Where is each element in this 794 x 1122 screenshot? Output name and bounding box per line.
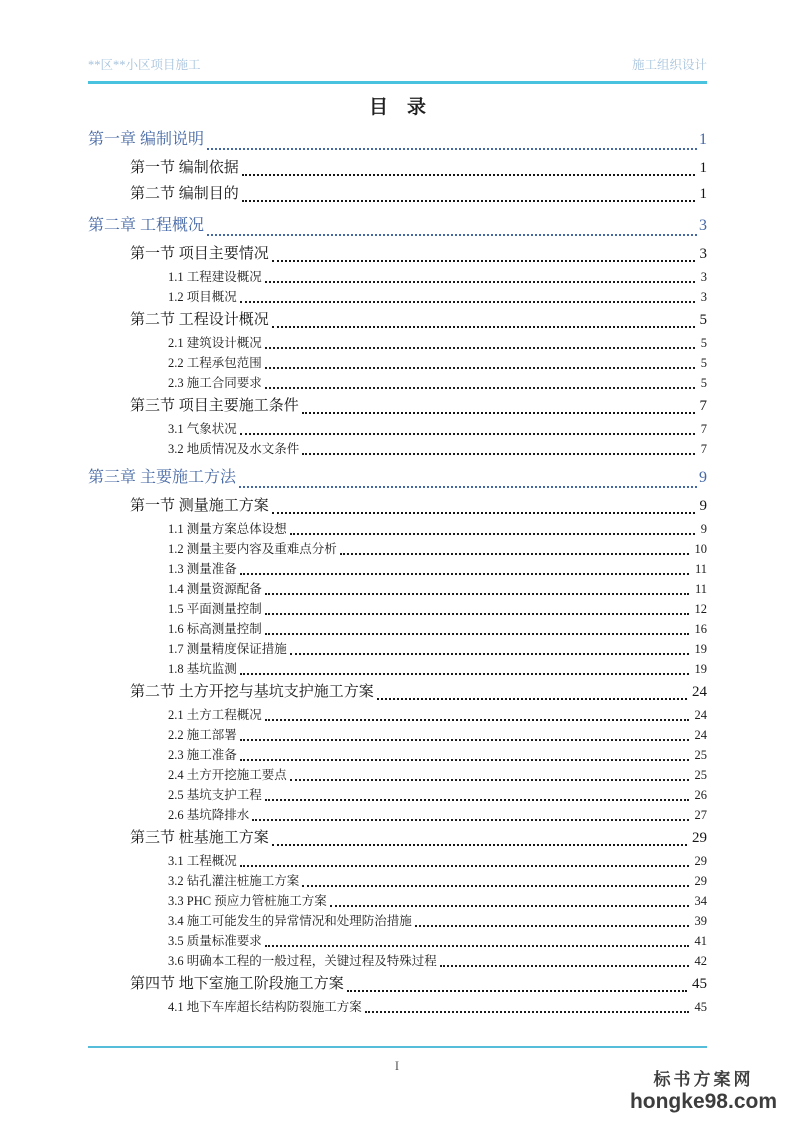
toc-leader-dots [265, 799, 689, 801]
toc-entry-label: 2.2 工程承包范围 [168, 356, 262, 370]
toc-page-number: 24 [694, 728, 707, 742]
toc-entry[interactable] [88, 579, 707, 599]
toc-page-number: 45 [692, 976, 707, 992]
header-divider-rule [88, 81, 707, 84]
toc-page-number: 19 [694, 642, 707, 656]
toc-leader-dots [272, 326, 695, 328]
toc-leader-dots [240, 739, 689, 741]
toc-entry[interactable] [88, 931, 707, 951]
toc-leader-dots [340, 553, 689, 555]
toc-leader-dots [265, 593, 689, 595]
toc-entry[interactable] [88, 439, 707, 459]
toc-entry-label: 第三节 项目主要施工条件 [130, 398, 299, 414]
toc-leader-dots [365, 1011, 689, 1013]
toc-page-number: 7 [700, 422, 707, 436]
toc-page-number: 24 [692, 684, 707, 700]
toc-entry-label: 1.2 项目概况 [168, 290, 237, 304]
toc-entry[interactable] [88, 267, 707, 287]
toc-leader-dots [440, 965, 689, 967]
toc-page-number: 24 [694, 708, 707, 722]
toc-entry[interactable] [88, 353, 707, 373]
toc-page-number: 29 [692, 830, 707, 846]
toc-entry-label: 第三节 桩基施工方案 [130, 830, 269, 846]
toc-entry-label: 1.1 测量方案总体设想 [168, 522, 287, 536]
toc-leader-dots [272, 260, 695, 262]
toc-entry[interactable] [88, 373, 707, 393]
footer-page-number: I [394, 1059, 400, 1073]
toc-leader-dots [290, 653, 689, 655]
toc-entry-label: 第二节 土方开挖与基坑支护施工方案 [130, 684, 374, 700]
toc-entry[interactable] [88, 971, 707, 997]
toc-page-number: 9 [700, 522, 707, 536]
toc-entry-label: 3.6 明确本工程的一般过程，关键过程及特殊过程 [168, 954, 437, 968]
toc-entry-label: 第二节 工程设计概况 [130, 312, 269, 328]
toc-page-number: 11 [694, 582, 707, 596]
toc-entry-label: 2.3 施工合同要求 [168, 376, 262, 390]
toc-page-number: 41 [694, 934, 707, 948]
toc-entry[interactable] [88, 785, 707, 805]
toc-page-number: 10 [694, 542, 707, 556]
toc-page-number: 29 [694, 854, 707, 868]
toc-page-number: 26 [694, 788, 707, 802]
toc-entry[interactable] [88, 725, 707, 745]
toc-leader-dots [240, 673, 689, 675]
toc-entry[interactable] [88, 997, 707, 1017]
toc-page-number: 1 [699, 160, 707, 176]
toc-page-number: 3 [700, 270, 707, 284]
toc-entry[interactable] [88, 333, 707, 353]
toc-page-number: 25 [694, 768, 707, 782]
toc-leader-dots [265, 387, 695, 389]
toc-page-number: 5 [699, 312, 707, 328]
toc-entry[interactable] [88, 659, 707, 679]
toc-entry[interactable] [88, 705, 707, 725]
toc-page-number: 1 [699, 131, 707, 148]
toc-entry[interactable] [88, 851, 707, 871]
toc-page-number: 27 [694, 808, 707, 822]
toc-page-number: 34 [694, 894, 707, 908]
toc-leader-dots [242, 200, 695, 202]
toc-entry-label: 第三章 主要施工方法 [88, 469, 237, 486]
toc-leader-dots [265, 347, 695, 349]
toc-entry[interactable] [88, 539, 707, 559]
toc-entry-label: 2.5 基坑支护工程 [168, 788, 262, 802]
toc-leader-dots [207, 234, 697, 236]
toc-leader-dots [302, 885, 688, 887]
toc-leader-dots [252, 819, 688, 821]
toc-entry-label: 4.1 地下车库超长结构防裂施工方案 [168, 1000, 362, 1014]
toc-page-number: 29 [694, 874, 707, 888]
toc-entry-label: 3.5 质量标准要求 [168, 934, 262, 948]
toc-page-number: 5 [700, 356, 707, 370]
toc-leader-dots [265, 281, 695, 283]
toc-entry-label: 第二章 工程概况 [88, 217, 205, 234]
toc-entry-label: 3.3 PHC 预应力管桩施工方案 [168, 894, 327, 908]
toc-leader-dots [240, 865, 689, 867]
toc-entry-label: 2.1 建筑设计概况 [168, 336, 262, 350]
toc-entry-label: 2.2 施工部署 [168, 728, 237, 742]
toc-entry[interactable] [88, 765, 707, 785]
toc-page-number: 19 [694, 662, 707, 676]
toc-entry-label: 1.4 测量资源配备 [168, 582, 262, 596]
toc-page-number: 16 [694, 622, 707, 636]
toc-entry[interactable] [88, 619, 707, 639]
toc-entry[interactable] [88, 871, 707, 891]
toc-leader-dots [302, 453, 694, 455]
toc-page-number: 9 [699, 498, 707, 514]
toc-page-number: 39 [694, 914, 707, 928]
toc-leader-dots [330, 905, 689, 907]
toc-leader-dots [290, 533, 695, 535]
toc-entry[interactable] [88, 241, 707, 267]
toc-entry[interactable] [88, 805, 707, 825]
toc-entry[interactable] [88, 745, 707, 765]
toc-list [88, 125, 707, 1017]
toc-entry[interactable] [88, 825, 707, 851]
toc-entry[interactable] [88, 519, 707, 539]
toc-entry[interactable] [88, 419, 707, 439]
toc-leader-dots [377, 698, 687, 700]
header-doc-type: 施工组织设计 [631, 58, 707, 72]
toc-entry-label: 3.4 施工可能发生的异常情况和处理防治措施 [168, 914, 412, 928]
toc-entry[interactable] [88, 493, 707, 519]
toc-leader-dots [240, 573, 689, 575]
toc-page-number: 12 [694, 602, 707, 616]
toc-entry-label: 1.5 平面测量控制 [168, 602, 262, 616]
toc-entry[interactable] [88, 639, 707, 659]
toc-entry[interactable] [88, 125, 707, 155]
page-header [88, 56, 707, 74]
toc-entry[interactable] [88, 599, 707, 619]
toc-leader-dots [240, 433, 695, 435]
toc-leader-dots [302, 412, 695, 414]
toc-entry-label: 1.8 基坑监测 [168, 662, 237, 676]
toc-leader-dots [272, 512, 695, 514]
toc-leader-dots [265, 633, 689, 635]
toc-entry-label: 1.1 工程建设概况 [168, 270, 262, 284]
page-title: 目 录 [368, 97, 426, 118]
toc-leader-dots [415, 925, 689, 927]
toc-entry-label: 3.2 地质情况及水文条件 [168, 442, 300, 456]
watermark [630, 1070, 777, 1113]
toc-leader-dots [265, 945, 689, 947]
toc-page-number: 42 [694, 954, 707, 968]
toc-entry-label: 2.1 土方工程概况 [168, 708, 262, 722]
toc-entry-label: 第一节 项目主要情况 [130, 246, 269, 262]
toc-leader-dots [265, 367, 695, 369]
toc-entry-label: 1.7 测量精度保证措施 [168, 642, 287, 656]
toc-entry-label: 1.2 测量主要内容及重难点分析 [168, 542, 337, 556]
toc-leader-dots [272, 844, 687, 846]
toc-entry-label: 1.3 测量准备 [168, 562, 237, 576]
toc-entry[interactable] [88, 307, 707, 333]
toc-entry[interactable] [88, 181, 707, 207]
toc-leader-dots [240, 759, 689, 761]
toc-leader-dots [240, 301, 695, 303]
toc-page-number: 3 [699, 246, 707, 262]
toc-leader-dots [265, 719, 689, 721]
toc-entry[interactable] [88, 679, 707, 705]
toc-page-number: 3 [700, 290, 707, 304]
toc-entry-label: 第一节 测量施工方案 [130, 498, 269, 514]
watermark-site-name: 标书方案网 [653, 1070, 754, 1089]
toc-page-number: 7 [699, 398, 707, 414]
toc-entry[interactable] [88, 155, 707, 181]
toc-leader-dots [347, 990, 687, 992]
toc-entry[interactable] [88, 559, 707, 579]
toc-entry-label: 3.1 工程概况 [168, 854, 237, 868]
toc-entry[interactable] [88, 211, 707, 241]
toc-page-number: 5 [700, 376, 707, 390]
toc-leader-dots [265, 613, 689, 615]
toc-leader-dots [239, 486, 697, 488]
watermark-site-url: hongke98.com [629, 1090, 777, 1113]
toc-leader-dots [242, 174, 695, 176]
toc-page-number: 3 [699, 217, 707, 234]
footer-divider-rule [88, 1046, 707, 1048]
toc-entry-label: 第四节 地下室施工阶段施工方案 [130, 976, 344, 992]
header-project-title: **区**小区项目施工 [88, 58, 201, 72]
toc-page-number: 1 [699, 186, 707, 202]
toc-entry-label: 2.6 基坑降排水 [168, 808, 250, 822]
toc-entry-label: 2.3 施工准备 [168, 748, 237, 762]
toc-leader-dots [207, 148, 697, 150]
toc-entry[interactable] [88, 393, 707, 419]
toc-page-number: 9 [699, 469, 707, 486]
toc-entry-label: 3.1 气象状况 [168, 422, 237, 436]
toc-entry-label: 3.2 钻孔灌注桩施工方案 [168, 874, 300, 888]
toc-page-number: 25 [694, 748, 707, 762]
toc-entry-label: 第二节 编制目的 [130, 186, 239, 202]
toc-entry-label: 1.6 标高测量控制 [168, 622, 262, 636]
toc-page-number: 11 [694, 562, 707, 576]
toc-leader-dots [290, 779, 689, 781]
toc-entry[interactable] [88, 287, 707, 307]
toc-entry-label: 第一章 编制说明 [88, 131, 205, 148]
toc-entry[interactable] [88, 951, 707, 971]
toc-entry[interactable] [88, 891, 707, 911]
toc-page-number: 7 [700, 442, 707, 456]
toc-entry[interactable] [88, 463, 707, 493]
toc-entry-label: 第一节 编制依据 [130, 160, 239, 176]
toc-entry[interactable] [88, 911, 707, 931]
toc-entry-label: 2.4 土方开挖施工要点 [168, 768, 287, 782]
toc-page-number: 45 [694, 1000, 707, 1014]
toc-page-number: 5 [700, 336, 707, 350]
